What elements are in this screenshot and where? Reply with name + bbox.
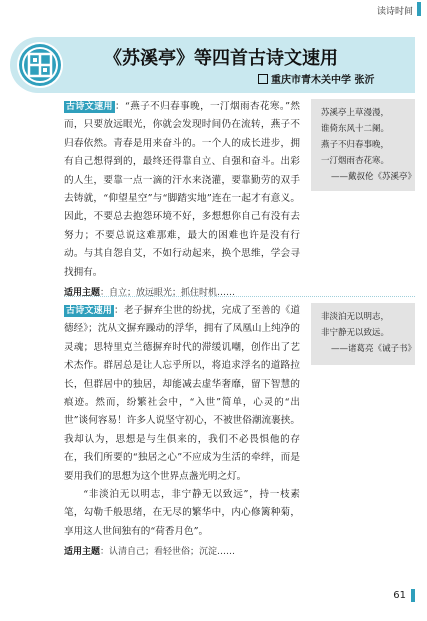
entry-2-theme: 适用主题：认清自己；看轻世俗；沉淀……	[64, 547, 236, 558]
column-logo-icon	[16, 41, 64, 89]
entry-2-tag: 古诗文速用	[66, 306, 113, 316]
section-tag: 读诗时间	[377, 4, 421, 17]
page-number: 61	[393, 590, 415, 601]
entry-1-quote	[311, 99, 415, 191]
quote-line: 苏溪亭上草漫漫，	[321, 108, 390, 118]
entry-2-quote	[311, 303, 415, 365]
quote-source: ——诸葛亮《诫子书》	[331, 344, 417, 354]
article-title: 《苏溪亭》等四首古诗文速用	[104, 48, 338, 69]
quote-line: 谁倚东风十二阑。	[321, 124, 390, 134]
quote-line: 非宁静无以致远。	[321, 328, 390, 338]
entry-2	[64, 302, 300, 562]
quote-source: ——戴叔伦《苏溪亭》	[331, 172, 417, 182]
entry-1-tag: 古诗文速用	[66, 102, 113, 112]
entry-2-body-2: “非淡泊无以明志，非宁静无以致远”，持一枝素笔，勾勒千般思绪，在无尽的繁华中，内心修篱种菊，享用这人世间独有的“荷香月色”。	[64, 489, 300, 537]
divider	[64, 296, 415, 297]
title-banner	[10, 37, 415, 93]
author-byline: 重庆市青木关中学 张沂	[258, 71, 374, 86]
entry-1-body: ：“燕子不归春事晚，一汀烟雨杏花寒。”然而，只要放远眼光，你就会发现时间仍在流转，燕子不归春依然。青春是用来奋斗的。一个人的成长进步，拥有自己想得到的，最终还得靠自立、自强和奋斗。出彩的人生，要靠一点一滴的汗水来浇灌，要靠勤劳的双手去铸就，“仰望星空”与“脚踏实地”连在一起才有意义。因此，不要总去抱怨环境不好，多想想你自己有没有去努力；不要总说这难那难，最大的困难也许是没有行动。与其自怨自艾，不如行动起来，换个思维，学会寻找拥有。	[64, 101, 300, 278]
quote-line: 燕子不归春事晚，	[321, 140, 390, 150]
entry-1-theme: 适用主题：自立；放远眼光；抓住时机……	[64, 288, 236, 299]
quote-line: 一汀烟雨杏花寒。	[321, 156, 390, 166]
quote-line: 非淡泊无以明志，	[321, 312, 390, 322]
entry-1	[64, 98, 300, 302]
entry-2-body: ：老子摒弃尘世的纷扰，完成了至善的《道德经》；沈从文摒弃躁动的浮华，拥有了凤凰山上纯净的灵魂；思特里克兰德摒弃时代的滞缓讥嘲，创作出了艺术杰作。群居总是让人忘乎所以，将追求浮名的道路拉长，但群居中的独居，却能减去虚华奢靡，留下智慧的痕迹。然而，纷繁社会中，“入世”简单，心灵的“出世”谈何容易！许多人说坚守初心，不被世俗潮流裹挟。我却认为，思想是与生俱来的，我们不必畏惧他的存在，我们所要的“独居之心”不应成为生活的牵绊，而是要用我们的思想为这个世界点盏光明之灯。	[64, 305, 300, 482]
